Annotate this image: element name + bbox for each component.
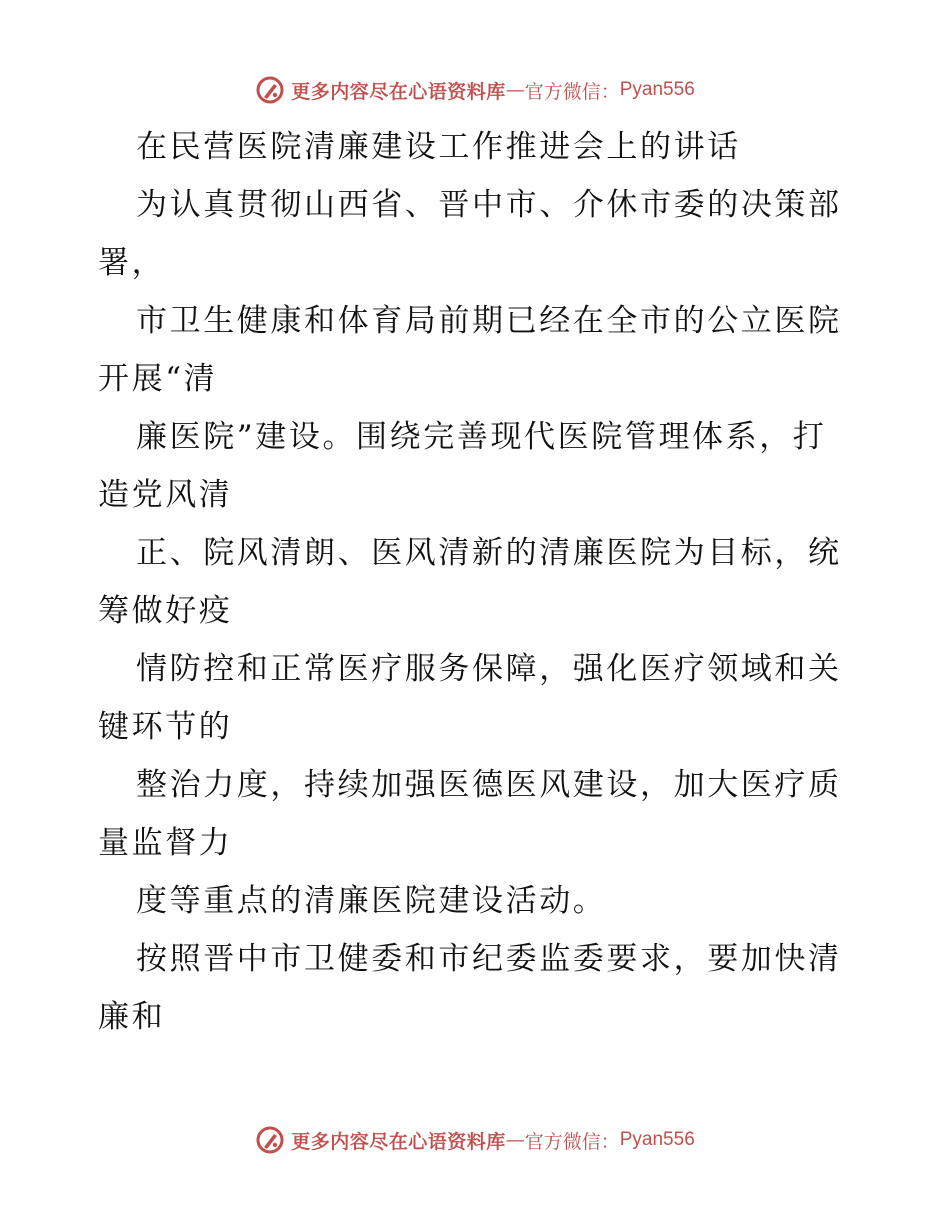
text-line: 量监督力 bbox=[98, 825, 233, 861]
text-line: 按照晋中市卫健委和市纪委监委要求，要加快清 bbox=[136, 941, 842, 977]
text-line: 正、院风清朗、医风清新的清廉医院为目标，统 bbox=[136, 535, 842, 571]
text-line: 整治力度，持续加强医德医风建设，加大医疗质 bbox=[136, 767, 842, 803]
text-line: 度等重点的清廉医院建设活动。 bbox=[136, 883, 607, 919]
text-line: 键环节的 bbox=[98, 709, 233, 745]
text-line: 为认真贯彻山西省、晋中市、介休市委的决策部 bbox=[136, 187, 842, 223]
watermark-text: 更多内容尽在心语资料库 bbox=[291, 80, 506, 103]
text-line: 署， bbox=[98, 245, 166, 281]
text-line: 情防控和正常医疗服务保障，强化医疗领域和关 bbox=[136, 651, 842, 687]
watermark-wechat-label: 官方微信： bbox=[524, 1130, 620, 1153]
pen-logo-icon bbox=[255, 1125, 285, 1155]
watermark-wechat-id: Pyan556 bbox=[619, 1129, 695, 1150]
text-line: 廉医院”建设。围绕完善现代医院管理体系，打 bbox=[136, 419, 827, 455]
text-line: 造党风清 bbox=[98, 477, 233, 513]
header-watermark bbox=[0, 72, 950, 108]
watermark-separator: — bbox=[505, 1129, 525, 1151]
text-line: 开展“清 bbox=[98, 361, 218, 397]
watermark-wechat-id: Pyan556 bbox=[619, 79, 695, 100]
footer-watermark bbox=[0, 1122, 950, 1158]
text-line: 筹做好疫 bbox=[98, 593, 233, 629]
document-body bbox=[98, 118, 850, 1046]
watermark-separator: — bbox=[505, 79, 525, 101]
text-line: 市卫生健康和体育局前期已经在全市的公立医院 bbox=[136, 303, 842, 339]
document-title: 在民营医院清廉建设工作推进会上的讲话 bbox=[136, 129, 741, 165]
pen-logo-icon bbox=[255, 75, 285, 105]
watermark-text: 更多内容尽在心语资料库 bbox=[291, 1130, 506, 1153]
text-line: 廉和 bbox=[98, 999, 166, 1035]
watermark-wechat-label: 官方微信： bbox=[524, 80, 620, 103]
